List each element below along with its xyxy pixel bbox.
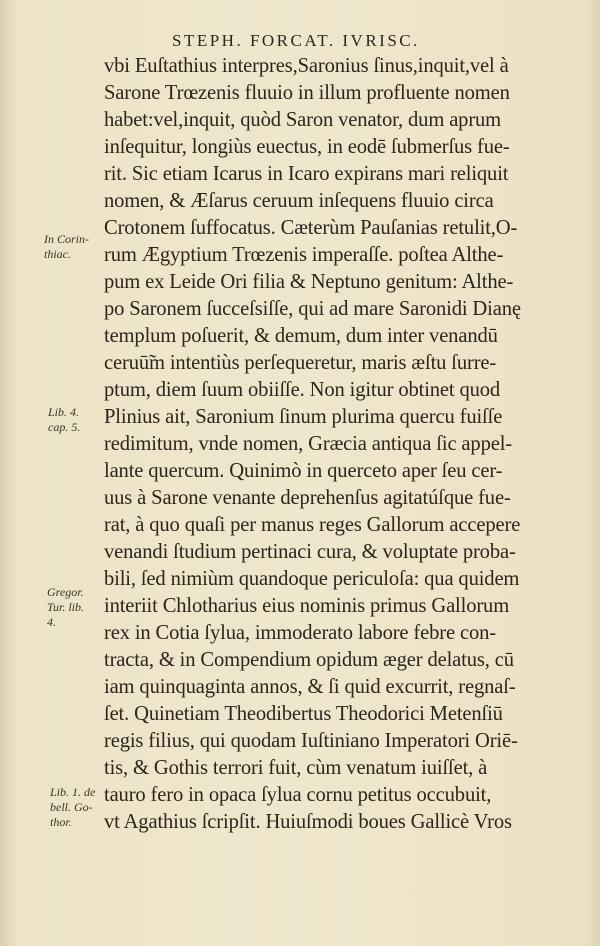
margin-note-line: thor. (50, 815, 72, 829)
margin-note-line: thiac. (44, 247, 71, 261)
text-line-13: ptum, diem ſuum obiiſſe. Non igitur obtinet quod (104, 379, 501, 401)
text-line-16: lante quercum. Quinimò in querceto aper ſeu cer- (104, 460, 503, 482)
text-line-12: ceruū̃m intentiùs perſequeretur, maris æſtu ſurre- (104, 352, 497, 374)
text-line-19: venandi ſtudium pertinaci cura, & voluptate proba- (104, 541, 516, 563)
running-head: STEPH. FORCAT. IVRISC. (172, 31, 420, 50)
text-line-23: tracta, & in Compendium opidum æger delatus, cū (104, 649, 514, 671)
text-line-17: uus à Sarone venante deprehenſus agitatúſque fue- (104, 487, 511, 509)
margin-note-corinthiac (44, 232, 89, 262)
text-line-6: nomen, & Æſarus ceruum inſequens fluuio circa (104, 190, 494, 212)
text-line-27: tis, & Gothis terrori fuit, cùm venatum iuiſſet, à (104, 757, 488, 779)
text-line-7: Crotonem ſuffocatus. Cæterùm Pauſanias retulit,O- (104, 217, 518, 239)
margin-note-bell-gothor (50, 785, 95, 830)
text-line-25: ſet. Quinetiam Theodibertus Theodorici Metenſiū (104, 703, 503, 725)
text-line-2: Sarone Trœzenis fluuio in illum profluente nomen (104, 82, 510, 104)
text-line-14: Plinius ait, Saronium ſinum plurima quercu fuiſſe (104, 406, 503, 428)
text-line-1: vbi Euſtathius interpres,Saronius ſinus,inquit,vel à (104, 55, 509, 77)
text-line-29: vt Agathius ſcripſit. Huiuſmodi boues Gallicè Vros (104, 811, 512, 833)
text-line-26: regis filius, qui quodam Iuſtiniano Imperatori Oriē- (104, 730, 518, 752)
margin-note-line: Lib. 1. de (50, 785, 96, 799)
text-line-15: redimitum, vnde nomen, Græcia antiqua ſic appel- (104, 433, 512, 455)
margin-note-gregor (47, 585, 84, 630)
text-line-21: interiit Chlotharius eius nominis primus Gallorum (104, 595, 510, 617)
text-line-5: rit. Sic etiam Icarus in Icaro expirans mari reliquit (104, 163, 509, 185)
text-line-3: habet:vel,inquit, quòd Saron venator, dum aprum (104, 109, 502, 131)
text-line-9: pum ex Leide Ori filia & Neptuno genitum: Althe- (104, 271, 514, 293)
margin-note-lib4 (48, 405, 80, 435)
text-line-10: po Saronem ſucceſsiſſe, qui ad mare Saronidi Dianę (104, 298, 521, 320)
text-line-11: templum poſuerit, & demum, dum inter venandū (104, 325, 498, 347)
text-line-28: tauro fero in opaca ſylua cornu petitus occubuit, (104, 784, 492, 806)
margin-note-line: In Corin- (44, 232, 89, 246)
margin-note-line: Tur. lib. (47, 600, 85, 614)
margin-note-line: Gregor. (47, 585, 84, 599)
margin-note-line: bell. Go- (50, 800, 93, 814)
text-line-22: rex in Cotia ſylua, immoderato labore febre con- (104, 622, 496, 644)
margin-note-line: cap. 5. (48, 420, 81, 434)
text-line-4: inſequitur, longiùs euectus, in eodē ſubmerſus fue- (104, 136, 510, 158)
margin-note-line: Lib. 4. (48, 405, 80, 419)
text-line-20: bili, ſed nimiùm quandoque periculoſa: qua quidem (104, 568, 520, 590)
text-line-8: rum Ægyptium Trœzenis imperaſſe. poſtea Althe- (104, 244, 504, 266)
margin-note-line: 4. (47, 615, 56, 629)
text-line-18: rat, à quo quaſi per manus reges Gallorum accepere (104, 514, 521, 536)
text-line-24: iam quinquaginta annos, & ſi quid excurrit, regnaſ- (104, 676, 516, 698)
